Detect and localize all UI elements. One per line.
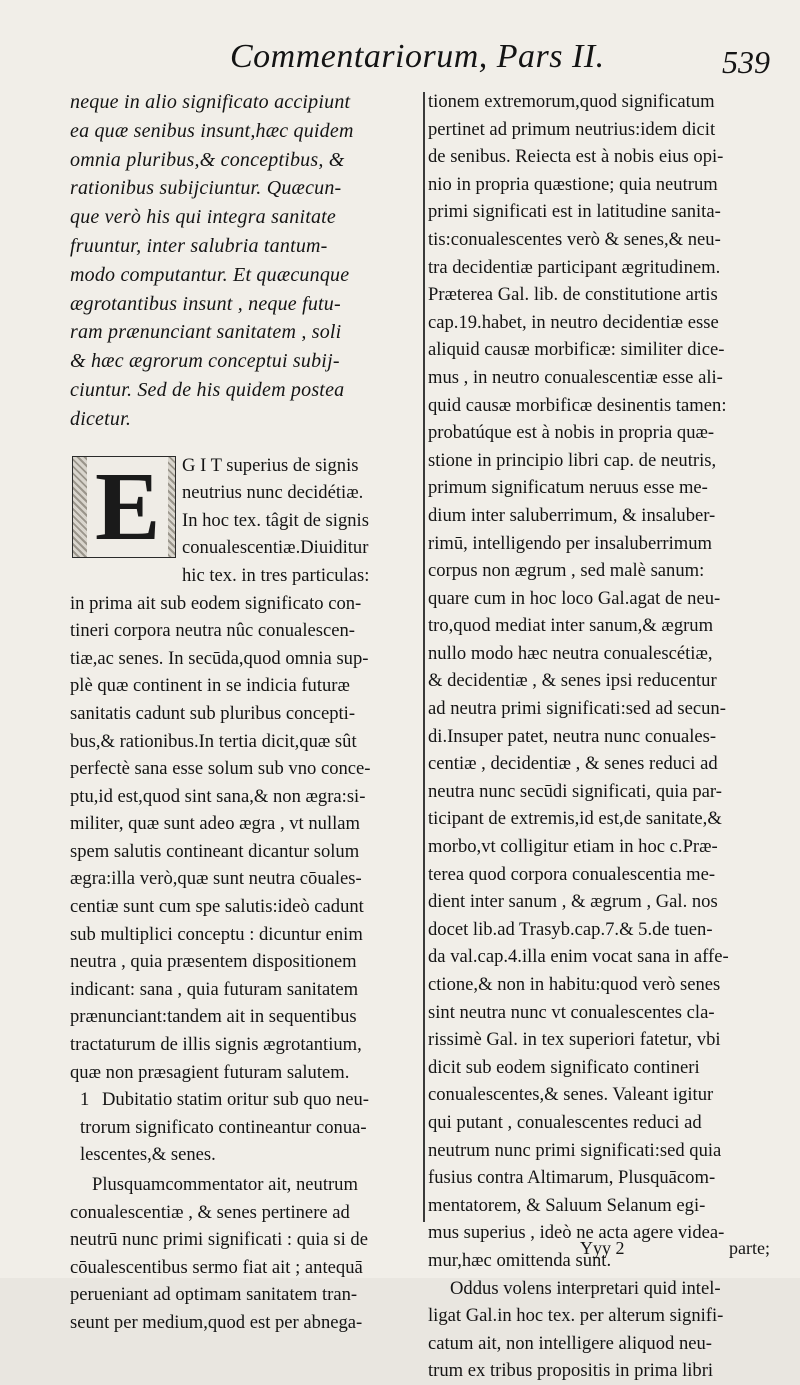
text-line: tis:conualescentes verò & senes,& neu- [428, 228, 721, 250]
text-line: neutra nunc secūdi significati, quia par- [428, 780, 722, 802]
text-line: tra decidentiæ participant ægritudinem. [428, 256, 721, 278]
text-line: aliquid causæ morbificæ: similiter dice- [428, 339, 725, 361]
item-number: 1 [80, 1089, 90, 1111]
text-line: ctione,& non in habitu:quod verò senes [428, 974, 721, 995]
text-line: sub multiplici conceptu : dicuntur enim [70, 923, 363, 945]
text-line: fusius contra Altimarum, Plusquācom- [428, 1167, 716, 1189]
text-line: & hæc ægrorum conceptui subij- [70, 350, 340, 373]
text-line: bus,& rationibus.In tertia dicit,quæ sût [70, 730, 357, 752]
text-line: tractaturum de illis signis ægrotantium, [70, 1034, 362, 1056]
text-line: mur,hæc omittenda sunt. [428, 1249, 612, 1271]
text-line: hic tex. in tres particulas: [182, 564, 370, 586]
text-line: ram prænunciant sanitatem , soli [70, 321, 342, 344]
text-line: tionem extremorum,quod significatum [428, 91, 715, 112]
text-line: conualescentiæ , & senes pertinere ad [70, 1201, 350, 1223]
text-line: morbo,vt colligitur etiam in hoc c.Præ- [428, 836, 718, 858]
numbered-question [70, 1086, 420, 1169]
text-line: & decidentiæ , & senes ipsi reducentur [428, 670, 717, 692]
text-line: militer, quæ sunt adeo ægra , vt nullam [70, 813, 361, 835]
running-title: Commentariorum, Pars II. [230, 38, 605, 75]
text-line: In hoc tex. tâgit de signis [182, 509, 369, 531]
signature-mark: Yyy 2 [580, 1238, 625, 1258]
text-line: dicit sub eodem significato contineri [428, 1056, 700, 1078]
text-line: quid causæ morbificæ desinentis tamen: [428, 394, 727, 416]
dropcap-letter: E [87, 457, 168, 557]
text-line: ad neutra primi significati:sed ad secun- [428, 698, 726, 720]
text-line: di.Insuper patet, neutra nunc conuales- [428, 725, 717, 747]
page-header [230, 38, 770, 88]
text-line: conualescentiæ.Diuiditur [182, 537, 369, 559]
text-line: probatúque est à nobis in propria quæ- [428, 422, 715, 444]
text-line: Plusquamcommentator ait, neutrum [92, 1174, 358, 1195]
text-line: neutra , quia præsentem dispositionem [70, 951, 357, 973]
text-line: quæ non præsagient futuram salutem. [70, 1061, 350, 1083]
text-line: qui putant , conualescentes reduci ad [428, 1111, 702, 1133]
text-line: primum significatum neruus esse me- [428, 477, 708, 499]
text-line: terea quod corpora conualescentia me- [428, 863, 716, 885]
text-line: neutrum nunc primi significati:sed quia [428, 1139, 722, 1161]
text-line: indicant: sana , quia futuram sanitatem [70, 978, 359, 1000]
text-line: modo computantur. Et quæcunque [70, 263, 350, 286]
text-line: sanitatis cadunt sub pluribus concepti- [70, 702, 356, 724]
text-line: neutrius nunc decidétiæ. [182, 482, 364, 504]
text-line: centiæ , decidentiæ , & senes reduci ad [428, 753, 718, 775]
text-line: rissimè Gal. in tex superiori fatetur, vbi [428, 1029, 721, 1051]
text-line: sint neutra nunc vt conualescentes cla- [428, 1001, 715, 1023]
page-footer [580, 1238, 770, 1268]
text-line: rimū, intelligendo per insaluberrimum [428, 532, 713, 554]
text-line: mentatorem, & Saluum Selanum egi- [428, 1194, 706, 1216]
text-line: tiæ,ac senes. In secūda,quod omnia sup- [70, 647, 369, 669]
text-line: ligat Gal.in hoc tex. per alterum signifi- [428, 1305, 724, 1327]
column-divider [423, 92, 425, 1222]
text-line: mus , in neutro conualescentiæ esse ali- [428, 366, 723, 388]
text-line: plè quæ continent in se indicia futuræ [70, 675, 350, 697]
text-line: trum ex tribus propositis in prima libri [428, 1360, 714, 1382]
text-line: centiæ sunt cum spe salutis:ideò cadunt [70, 896, 364, 918]
text-line: seunt per medium,quod est per abnega- [70, 1311, 363, 1333]
text-line: ægra:illa verò,quæ sunt neutra cōuales- [70, 868, 362, 890]
text-line: G I T superius de signis [182, 454, 359, 476]
text-line [70, 1086, 420, 1114]
text-line: nullo modo hæc neutra conualescétiæ, [428, 642, 713, 664]
text-line: que verò his qui integra sanitate [70, 206, 337, 229]
text-line: omnia pluribus,& conceptibus, & [70, 148, 345, 171]
text-line: ticipant de extremis,id est,de sanitate,& [428, 808, 722, 830]
text-line: neque in alio significato accipiunt [70, 91, 351, 113]
text-line: perfectè sana esse solum sub vno conce- [70, 758, 371, 780]
catchword: parte; [729, 1238, 770, 1258]
ornamental-initial [72, 452, 176, 561]
text-line: lescentes,& senes. [80, 1144, 216, 1166]
text-line: prænunciant:tandem ait in sequentibus [70, 1006, 357, 1028]
text-line: cōualescentibus sermo fiat ait ; antequā [70, 1256, 363, 1278]
text-line: Oddus volens interpretari quid intel- [450, 1277, 721, 1299]
text-line: nio in propria quæstione; quia neutrum [428, 173, 718, 195]
text-line: de senibus. Reiecta est à nobis eius opi- [428, 146, 724, 168]
text-line: dicetur. [70, 407, 132, 430]
text-line: dium inter saluberrimum, & insaluber- [428, 504, 716, 526]
text-line: ægrotantibus insunt , neque futu- [70, 292, 341, 315]
item-text: Dubitatio statim oritur sub quo neu- [102, 1089, 369, 1111]
text-line: ptu,id est,quod sint sana,& non ægra:si- [70, 785, 366, 807]
right-column [428, 88, 768, 1385]
text-line: fruuntur, inter salubria tantum- [70, 234, 328, 257]
text-line: quare cum in hoc loco Gal.agat de neu- [428, 587, 721, 609]
text-line: spem salutis contineant dicantur solum [70, 840, 360, 862]
text-line: rationibus subijciuntur. Quæcun- [70, 177, 342, 200]
text-line: trorum significato contineantur conua- [80, 1116, 367, 1138]
text-line: primi significati est in latitudine sanita- [428, 201, 721, 223]
text-line: tineri corpora neutra nûc conualescen- [70, 620, 355, 642]
text-line: tro,quod mediat inter sanum,& ægrum [428, 615, 714, 637]
text-line: ciuntur. Sed de his quidem postea [70, 378, 345, 401]
text-line: dient inter sanum , & ægrum , Gal. nos [428, 891, 718, 913]
text-line: cap.19.habet, in neutro decidentiæ esse [428, 311, 719, 333]
text-line: Præterea Gal. lib. de constitutione artis [428, 284, 718, 306]
text-line: ea quæ senibus insunt,hæc quidem [70, 119, 354, 142]
text-line: da val.cap.4.illa enim vocat sana in affe- [428, 946, 729, 968]
commentary-continuation [70, 1171, 420, 1337]
commentary-block [70, 452, 420, 1087]
text-line: pertinet ad primum neutrius:idem dicit [428, 118, 716, 140]
text-line: catum ait, non intelligere aliquod neu- [428, 1332, 712, 1354]
text-line: stione in principio libri cap. de neutris, [428, 449, 717, 471]
text-line: corpus non ægrum , sed malè sanum: [428, 560, 705, 582]
text-line: mus superius , ideò ne acta agere videa- [428, 1222, 725, 1244]
page-number: 539 [722, 44, 770, 80]
text-line: in prima ait sub eodem significato con- [70, 592, 362, 614]
italic-quotation [70, 88, 420, 434]
text-line: docet lib.ad Trasyb.cap.7.& 5.de tuen- [428, 918, 713, 940]
left-column [70, 88, 420, 1337]
text-line: perueniant ad optimam sanitatem tran- [70, 1284, 358, 1306]
text-line: conualescentes,& senes. Valeant igitur [428, 1084, 714, 1106]
text-line: neutrū nunc primi significati : quia si de [70, 1229, 368, 1251]
